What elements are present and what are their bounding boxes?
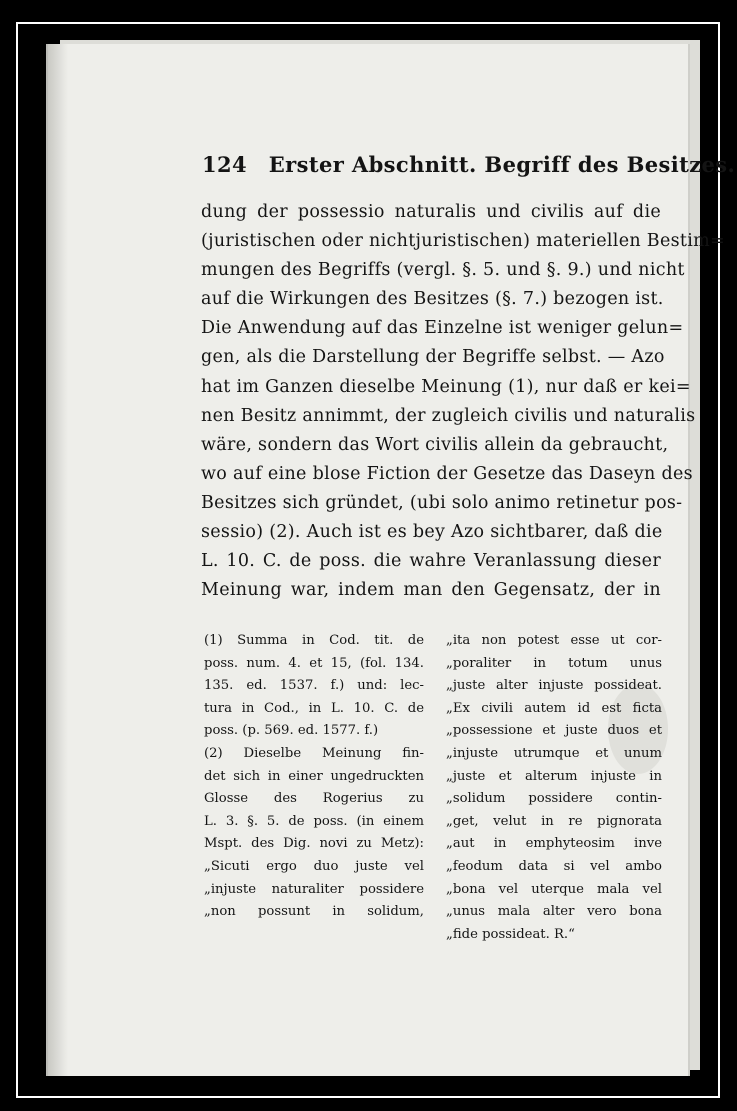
footnote-line: „fide possideat. R.“	[446, 926, 575, 942]
footnote-line: poss. num. 4. et 15, (fol. 134.	[204, 655, 424, 671]
footnote-line: poss. (p. 569. ed. 1577. f.)	[204, 723, 379, 739]
text-line: sessio) (2). Auch ist es bey Azo sichtbarer, daß die	[201, 522, 663, 543]
text-line: wäre, sondern das Wort civilis allein da gebraucht,	[201, 434, 669, 455]
text-line: gen, als die Darstellung der Begriffe selbst. — Azo	[201, 347, 665, 368]
footnote-line: L. 3. §. 5. de poss. (in einem	[204, 813, 424, 829]
running-head-title: Erster Abschnitt. Begriff des Besitzes.	[268, 152, 736, 177]
footnote-line: „juste et alterum injuste in	[446, 768, 662, 784]
footnotes-right-column	[446, 630, 662, 946]
footnote-line: (2) Dieselbe Meinung fin-	[204, 745, 424, 761]
footnote-line: Mspt. des Dig. novi zu Metz):	[204, 836, 424, 852]
footnote-line: „aut in emphyteosim inve	[446, 836, 662, 852]
text-line: Meinung war, indem man den Gegensatz, der in	[201, 580, 661, 601]
footnote-line: „Sicuti ergo duo juste vel	[204, 858, 424, 874]
footnote-line: „feodum data si vel ambo	[446, 858, 662, 874]
page-number: 124	[202, 152, 248, 177]
text-line: auf die Wirkungen des Besitzes (§. 7.) bezogen ist.	[201, 289, 664, 310]
running-head	[202, 152, 736, 188]
text-line: Die Anwendung auf das Einzelne ist weniger gelun=	[201, 318, 684, 339]
book-page	[48, 44, 736, 1076]
footnote-line: „Ex civili autem id est ficta	[446, 700, 662, 716]
footnote-line: 135. ed. 1537. f.) und: lec-	[204, 678, 424, 694]
footnote-line: det sich in einer ungedruckten	[204, 768, 424, 784]
main-text	[201, 198, 725, 605]
text-line: L. 10. C. de poss. die wahre Veranlassung dieser	[201, 551, 661, 572]
footnote-line: „juste alter injuste possideat.	[446, 678, 662, 694]
footnote-line: „get, velut in re pignorata	[446, 813, 662, 829]
footnote-line: (1) Summa in Cod. tit. de	[204, 633, 424, 648]
text-line: nen Besitz annimmt, der zugleich civilis und naturalis	[201, 405, 696, 426]
footnote-line: „injuste naturaliter possidere	[204, 881, 424, 897]
footnote-line: „unus mala alter vero bona	[446, 904, 662, 920]
text-line: dung der possessio naturalis und civilis auf die	[201, 202, 661, 222]
text-line: (juristischen oder nichtjuristischen) materiellen Bestim=	[201, 231, 725, 252]
footnote-line: „non possunt in solidum,	[204, 904, 424, 920]
footnote-line: tura in Cod., in L. 10. C. de	[204, 700, 424, 716]
footnote-line: „injuste utrumque et unum	[446, 745, 662, 761]
footnotes-left-column	[204, 630, 424, 924]
text-line: wo auf eine blose Fiction der Gesetze das Daseyn des	[201, 463, 693, 484]
footnote-line: „solidum possidere contin-	[446, 791, 662, 807]
text-line: mungen des Begriffs (vergl. §. 5. und §. 9.) und nicht	[201, 260, 685, 281]
footnote-line: „possessione et juste duos et	[446, 723, 662, 739]
footnote-line: „ita non potest esse ut cor-	[446, 633, 662, 648]
footnote-line: „poraliter in totum unus	[446, 655, 662, 671]
footnote-line: „bona vel uterque mala vel	[446, 881, 662, 897]
text-line: hat im Ganzen dieselbe Meinung (1), nur daß er kei=	[201, 376, 691, 397]
footnote-line: Glosse des Rogerius zu	[204, 791, 424, 807]
text-line: Besitzes sich gründet, (ubi solo animo retinetur pos-	[201, 492, 683, 513]
